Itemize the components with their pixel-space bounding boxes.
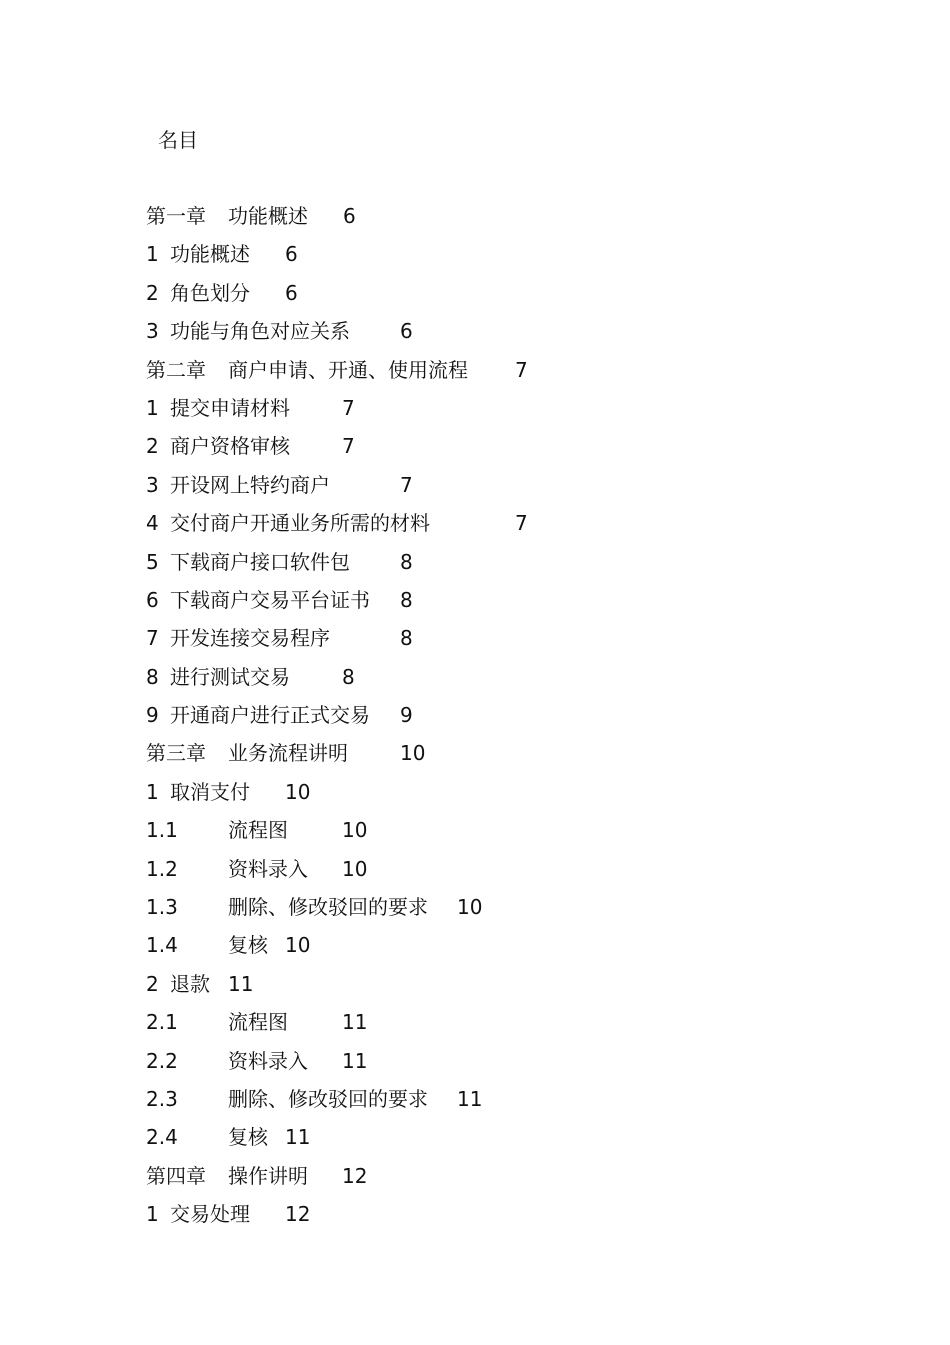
toc-page: 11 [342, 1048, 368, 1073]
toc-label: 开通商户进行正式交易 [170, 703, 370, 728]
toc-number: 3 [146, 472, 159, 497]
toc-page: 12 [285, 1202, 311, 1227]
toc-number: 1.3 [146, 895, 178, 920]
toc-number: 2.4 [146, 1125, 178, 1150]
toc-page: 6 [400, 319, 413, 344]
toc-label: 交易处理 [170, 1202, 250, 1227]
toc-number: 2 [146, 280, 159, 305]
toc-page: 8 [342, 664, 355, 689]
toc-number: 1.4 [146, 933, 178, 958]
toc-label: 角色划分 [170, 280, 250, 305]
toc-label: 功能概述 [228, 204, 308, 228]
toc-label: 流程图 [228, 818, 288, 843]
toc-label: 复核 [228, 1125, 268, 1150]
toc-number: 1.2 [146, 856, 178, 881]
toc-page: 7 [400, 472, 413, 497]
toc-label: 开发连接交易程序 [170, 626, 330, 651]
toc-label: 功能概述 [170, 242, 250, 267]
toc-page: 7 [342, 395, 355, 420]
toc-number: 2 [146, 434, 159, 459]
toc-label: 提交申请材料 [170, 395, 290, 420]
toc-number: 6 [146, 587, 159, 612]
toc-page: 9 [400, 703, 413, 728]
toc-label: 复核 [228, 933, 268, 958]
toc-number: 2.3 [146, 1086, 178, 1111]
toc-page: 10 [457, 895, 483, 920]
toc-number: 3 [146, 319, 159, 344]
toc-number: 第一章 [146, 204, 206, 228]
toc-number: 1.1 [146, 818, 178, 843]
toc-page: 7 [515, 357, 528, 382]
toc-label: 资料录入 [228, 1048, 308, 1073]
toc-page: 8 [400, 549, 413, 574]
toc-number: 2.2 [146, 1048, 178, 1073]
toc-number: 第三章 [146, 741, 206, 766]
toc-number: 2 [146, 971, 159, 996]
toc-number: 第二章 [146, 357, 206, 382]
toc-label: 下载商户接口软件包 [170, 549, 350, 574]
toc-number: 5 [146, 549, 159, 574]
toc-label: 退款 [170, 971, 210, 996]
toc-label: 操作讲明 [228, 1163, 308, 1188]
toc-label: 开设网上特约商户 [170, 472, 330, 497]
toc-page: 10 [342, 818, 368, 843]
toc-page: 6 [285, 280, 298, 305]
toc-number: 第四章 [146, 1163, 206, 1188]
toc-number: 1 [146, 1202, 159, 1227]
toc-number: 8 [146, 664, 159, 689]
toc-label: 进行测试交易 [170, 664, 290, 689]
toc-label: 业务流程讲明 [228, 741, 348, 766]
toc-label: 商户申请、开通、使用流程 [228, 357, 468, 382]
toc-page: 11 [228, 971, 254, 996]
toc-label: 下载商户交易平台证书 [170, 587, 370, 612]
toc-page: 10 [342, 856, 368, 881]
toc-number: 7 [146, 626, 159, 651]
toc-label: 删除、修改驳回的要求 [228, 1086, 428, 1111]
toc-number: 2.1 [146, 1010, 178, 1035]
toc-page: 6 [343, 204, 356, 228]
toc-number: 9 [146, 703, 159, 728]
toc-number: 1 [146, 242, 159, 267]
toc-page: 11 [457, 1086, 483, 1111]
toc-page: 6 [285, 242, 298, 267]
toc-page: 8 [400, 626, 413, 651]
toc-label: 功能与角色对应关系 [170, 319, 350, 344]
toc-label: 删除、修改驳回的要求 [228, 895, 428, 920]
toc-page: 7 [342, 434, 355, 459]
toc-title: 名目 [158, 128, 198, 152]
toc-page: 7 [515, 511, 528, 536]
toc-page: 12 [342, 1163, 368, 1188]
toc-label: 资料录入 [228, 856, 308, 881]
toc-label: 交付商户开通业务所需的材料 [170, 511, 430, 536]
toc-number: 4 [146, 511, 159, 536]
toc-page: 11 [342, 1010, 368, 1035]
toc-label: 商户资格审核 [170, 434, 290, 459]
toc-number: 1 [146, 395, 159, 420]
toc-page: 8 [400, 587, 413, 612]
toc-page: 10 [285, 933, 311, 958]
toc-page: 10 [400, 741, 426, 766]
toc-page: 11 [285, 1125, 311, 1150]
toc-page: 10 [285, 779, 311, 804]
toc-label: 流程图 [228, 1010, 288, 1035]
toc-number: 1 [146, 779, 159, 804]
toc-label: 取消支付 [170, 779, 250, 804]
